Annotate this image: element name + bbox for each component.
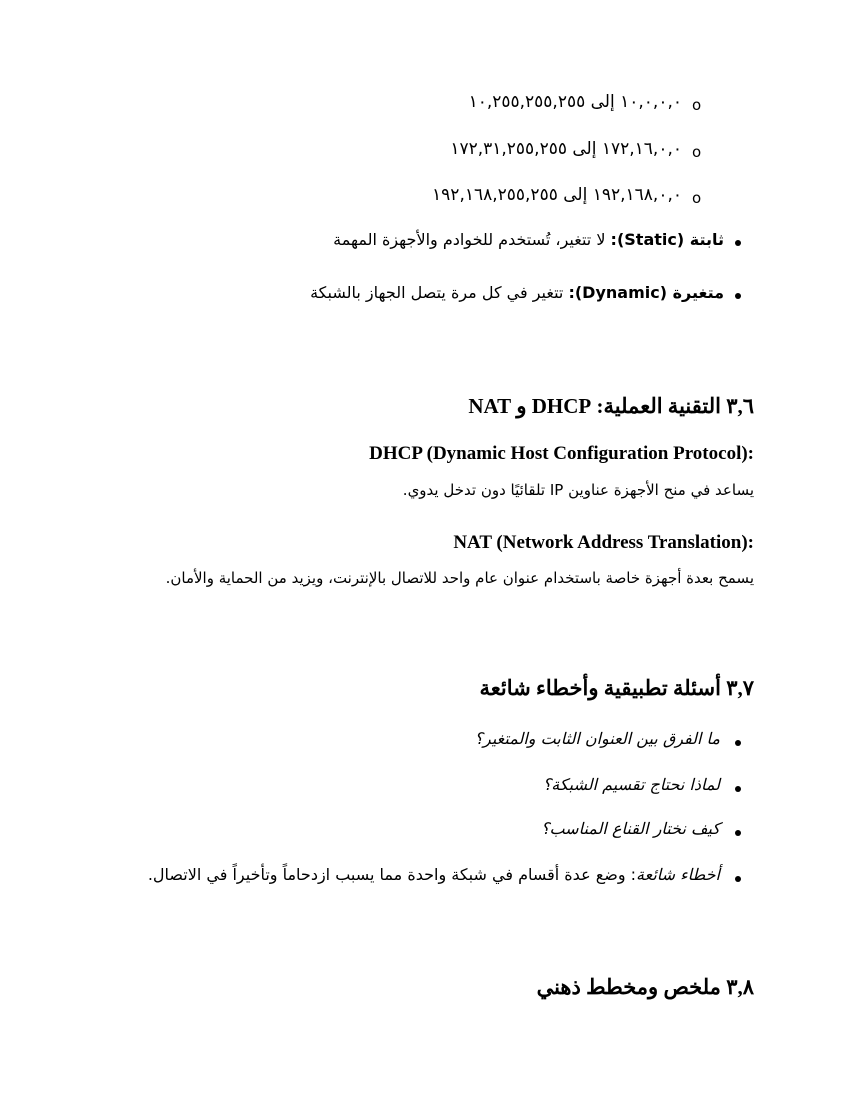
nat-heading: NAT (Network Address Translation): xyxy=(453,532,754,553)
bullet-marker xyxy=(735,876,741,882)
sub-bullet-marker: o xyxy=(692,189,702,207)
ip-type-desc: تتغير في كل مرة يتصل الجهاز بالشبكة xyxy=(310,283,569,302)
sub-bullet-marker: o xyxy=(692,96,702,114)
common-mistake-label: أخطاء شائعة xyxy=(636,865,720,884)
question-item: لماذا نحتاج تقسيم الشبكة؟ xyxy=(542,775,720,794)
common-mistake-text: : وضع عدة أقسام في شبكة واحدة مما يسبب ازدحاماً وتأخيراً في الاتصال. xyxy=(147,865,637,884)
ip-type-dynamic xyxy=(310,283,724,302)
dhcp-paragraph: يساعد في منح الأجهزة عناوين IP تلقائيًا دون تدخل يدوي. xyxy=(402,481,754,499)
ip-type-desc: لا تتغير، تُستخدم للخوادم والأجهزة المهمة xyxy=(333,230,611,249)
section-heading-3-7: ٣,٧ أسئلة تطبيقية وأخطاء شائعة xyxy=(479,676,754,700)
question-item: كيف نختار القناع المناسب؟ xyxy=(540,819,720,838)
range-item: ١٧٢,١٦,٠,٠ إلى ١٧٢,٣١,٢٥٥,٢٥٥ xyxy=(450,139,682,159)
range-item: ١٠,٠,٠,٠ إلى ١٠,٢٥٥,٢٥٥,٢٥٥ xyxy=(468,92,682,112)
common-mistake-item xyxy=(148,865,720,884)
nat-paragraph: يسمح بعدة أجهزة خاصة باستخدام عنوان عام واحد للاتصال بالإنترنت، ويزيد من الحماية والأمان. xyxy=(165,569,754,587)
section-heading-3-6: ٣,٦ التقنية العملية: DHCP و NAT xyxy=(468,394,754,418)
section-heading-3-8: ٣,٨ ملخص ومخطط ذهني xyxy=(536,975,754,999)
ip-type-static xyxy=(333,230,724,249)
bullet-marker xyxy=(735,786,741,792)
question-item: ما الفرق بين العنوان الثابت والمتغير؟ xyxy=(474,729,720,748)
bullet-marker xyxy=(735,240,741,246)
dhcp-heading: DHCP (Dynamic Host Configuration Protocol): xyxy=(369,443,754,464)
bullet-marker xyxy=(735,740,741,746)
range-item: ١٩٢,١٦٨,٠,٠ إلى ١٩٢,١٦٨,٢٥٥,٢٥٥ xyxy=(432,185,682,205)
ip-type-term: متغيرة (Dynamic): xyxy=(568,283,724,302)
ip-type-term: ثابتة (Static): xyxy=(610,230,724,249)
bullet-marker xyxy=(735,830,741,836)
bullet-marker xyxy=(735,293,741,299)
sub-bullet-marker: o xyxy=(692,143,702,161)
